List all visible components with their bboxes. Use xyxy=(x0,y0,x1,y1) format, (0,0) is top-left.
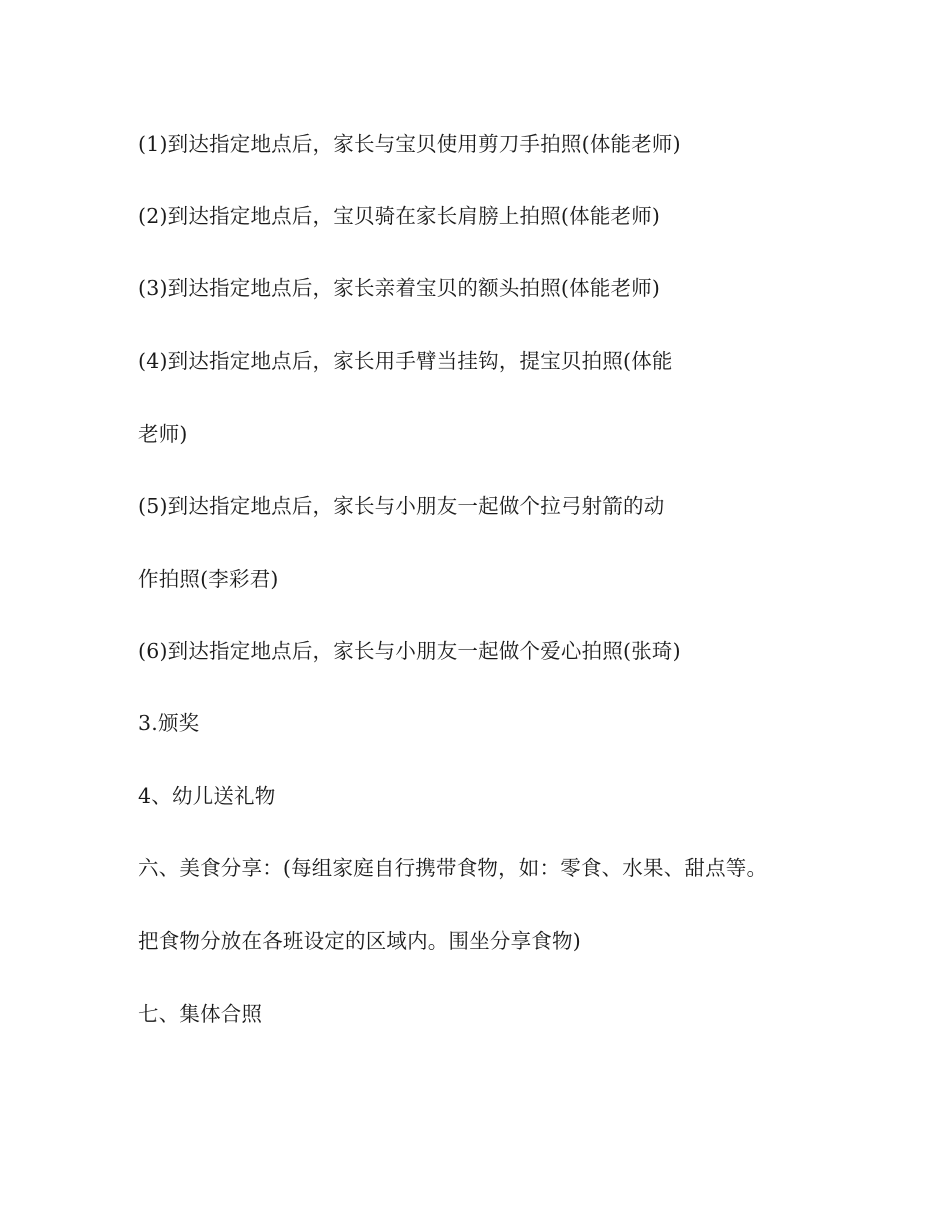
section-awards: 3.颁奖 xyxy=(138,711,200,735)
section-group-photo: 七、集体合照 xyxy=(138,1002,263,1026)
activity-item-4-cont: 老师) xyxy=(138,422,188,446)
section-food-sharing: 六、美食分享：(每组家庭自行携带食物，如：零食、水果、甜点等。 xyxy=(138,856,768,880)
activity-item-1: (1)到达指定地点后，家长与宝贝使用剪刀手拍照(体能老师) xyxy=(138,132,681,156)
activity-item-3: (3)到达指定地点后，家长亲着宝贝的额头拍照(体能老师) xyxy=(138,276,661,300)
activity-item-5: (5)到达指定地点后，家长与小朋友一起做个拉弓射箭的动 xyxy=(138,494,665,518)
activity-item-4: (4)到达指定地点后，家长用手臂当挂钩，提宝贝拍照(体能 xyxy=(138,349,673,373)
activity-item-5-cont: 作拍照(李彩君) xyxy=(138,567,279,591)
activity-item-2: (2)到达指定地点后，宝贝骑在家长肩膀上拍照(体能老师) xyxy=(138,204,661,228)
activity-item-6: (6)到达指定地点后，家长与小朋友一起做个爱心拍照(张琦) xyxy=(138,639,681,663)
section-food-sharing-cont: 把食物分放在各班设定的区域内。围坐分享食物) xyxy=(138,929,581,953)
section-gifts: 4、幼儿送礼物 xyxy=(138,784,276,808)
